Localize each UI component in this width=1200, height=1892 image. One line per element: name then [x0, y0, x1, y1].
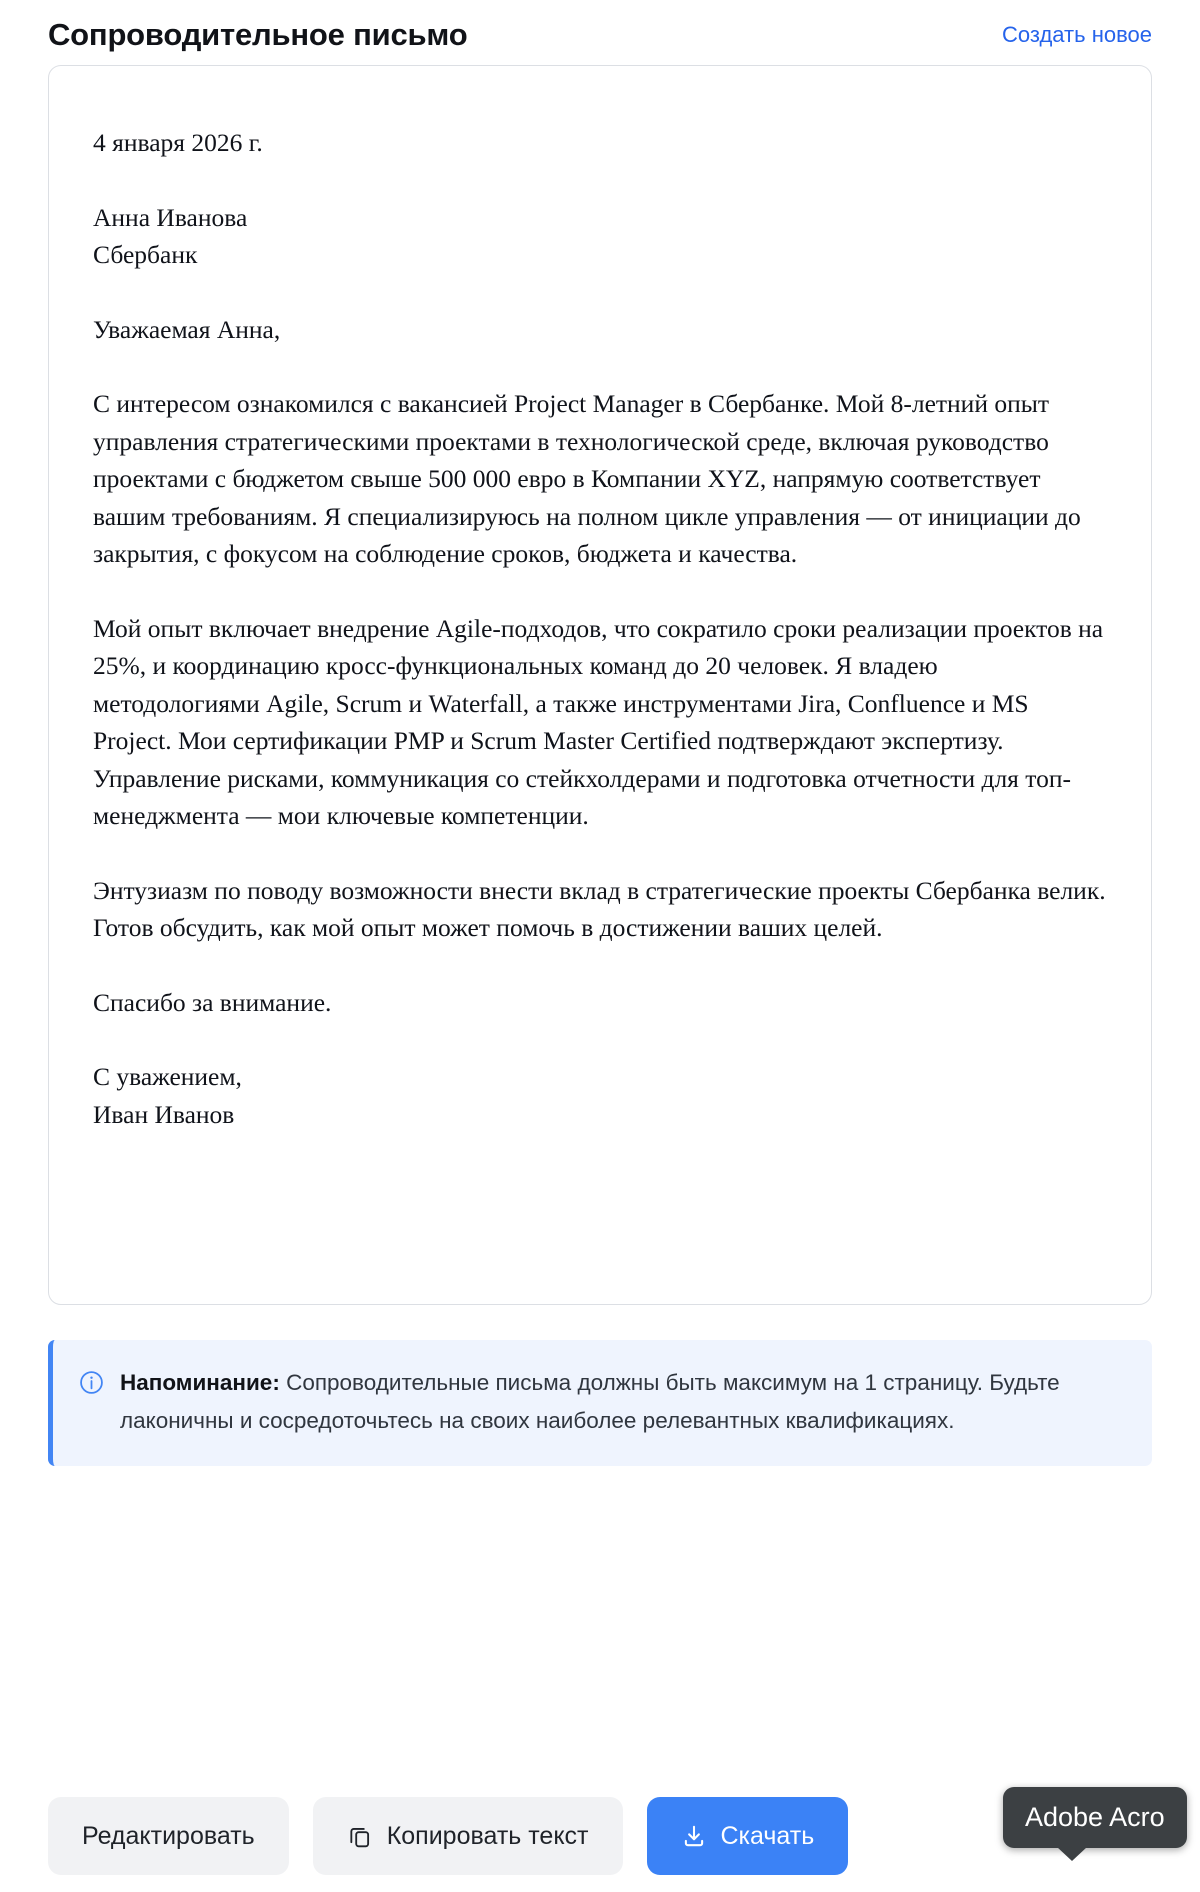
tooltip-arrow-icon	[1057, 1847, 1087, 1861]
letter-paragraph-1: С интересом ознакомился с вакансией Project Manager в Сбербанке. Мой 8-летний опыт управления стратегическими проектами в технологической среде, включая руководство проектами с бюджетом свыше 500 000 евро в Компании XYZ, напрямую соответствует вашим требованиям. Я специализируюсь на полном цикле управления — от инициации до закрытия, с фокусом на соблюдение сроков, бюджета и качества.	[93, 389, 1081, 568]
download-tooltip	[1003, 1787, 1187, 1848]
reminder-label: Напоминание:	[120, 1370, 280, 1395]
page-header	[48, 0, 1152, 62]
copy-text-button-label: Копировать текст	[386, 1821, 589, 1850]
edit-button[interactable]	[48, 1797, 289, 1875]
action-bar	[48, 1780, 1152, 1892]
letter-closing: С уважением,	[93, 1062, 242, 1091]
download-button-label: Скачать	[720, 1821, 815, 1850]
letter-signature-block	[93, 1058, 1107, 1133]
download-button[interactable]	[647, 1797, 849, 1875]
recipient-company: Сбербанк	[93, 240, 198, 269]
reminder-text	[120, 1364, 1126, 1440]
download-icon	[681, 1823, 707, 1849]
page-title: Сопроводительное письмо	[48, 17, 468, 52]
edit-button-label: Редактировать	[82, 1821, 255, 1850]
reminder-callout	[48, 1340, 1152, 1466]
letter-thanks: Спасибо за внимание.	[93, 987, 332, 1017]
letter-date: 4 января 2026 г.	[93, 128, 263, 157]
reminder-message: Сопроводительные письма должны быть максимум на 1 страницу. Будьте лаконичны и сосредоточьтесь на своих наиболее релевантных квалификациях.	[120, 1370, 1060, 1433]
recipient-name: Анна Иванова	[93, 202, 248, 232]
letter-salutation: Уважаемая Анна,	[93, 314, 281, 344]
letter-paragraph-2: Мой опыт включает внедрение Agile-подходов, что сократило сроки реализации проектов на 25%, и координацию кросс-функциональных команд до 20 человек. Я владею методологиями Agile, Scrum и Waterfall, а также инструментами Jira, Confluence и MS Project. Мои сертификации PMP и Scrum Master Certified подтверждают экспертизу. Управление рисками, коммуникация со стейкхолдерами и подготовка отчетности для топ-менеджмента — мои ключевые компетенции.	[93, 613, 1104, 830]
letter-recipient	[93, 199, 1107, 274]
create-new-link[interactable]: Создать новое	[1001, 22, 1152, 47]
letter-paragraph-3: Энтузиазм по поводу возможности внести вклад в стратегические проекты Сбербанка велик. Готов обсудить, как мой опыт может помочь в достижении ваших целей.	[93, 875, 1106, 942]
info-circle-icon	[79, 1370, 104, 1395]
cover-letter-card	[48, 65, 1152, 1305]
copy-icon	[347, 1823, 373, 1849]
cover-letter-body	[93, 124, 1107, 1133]
download-tooltip-label: Adobe Acro	[1025, 1802, 1165, 1832]
copy-text-button[interactable]	[313, 1797, 623, 1875]
letter-signature: Иван Иванов	[93, 1099, 235, 1129]
